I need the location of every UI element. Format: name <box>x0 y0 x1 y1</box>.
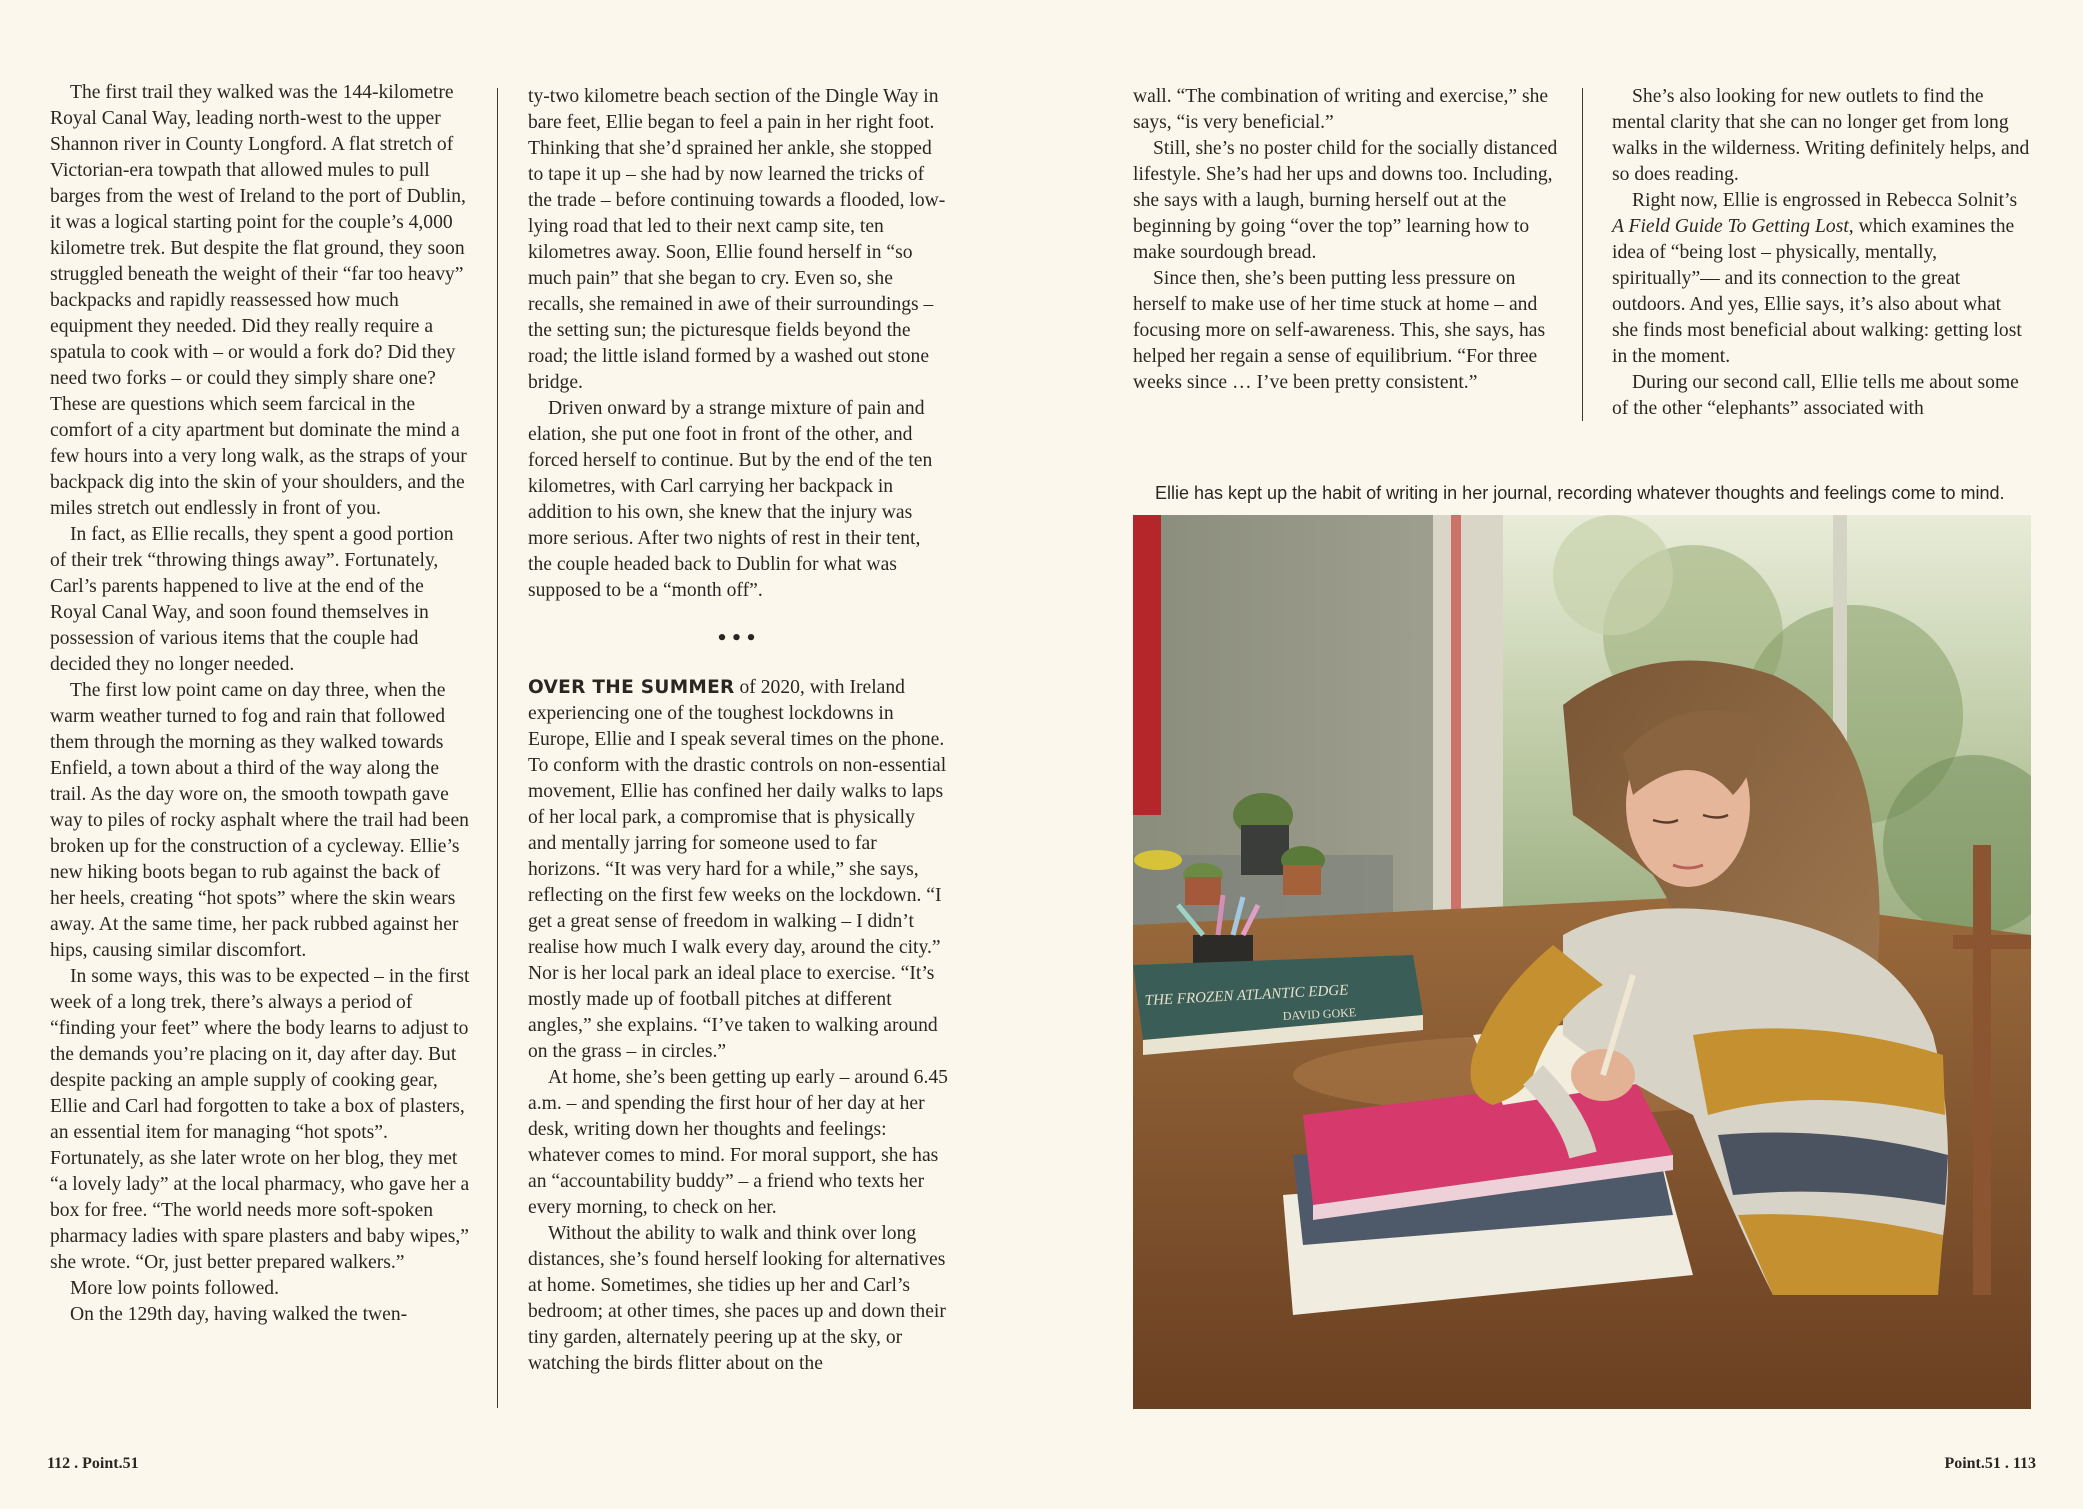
section-opening-paragraph <box>528 675 948 1065</box>
book-cover-author: DAVID GOKE <box>1282 1005 1357 1023</box>
photo-caption: Ellie has kept up the habit of writing in her journal, recording whatever thoughts and feelings come to mind. <box>1155 483 2005 503</box>
paragraph: wall. “The combination of writing and exercise,” she says, “is very beneficial.” <box>1133 86 1549 133</box>
column-divider <box>497 88 498 1408</box>
paragraph: In some ways, this was to be expected – in the first week of a long trek, there’s always a period of “finding your feet” where the body learns to adjust to the demands you’re placing on it, day after day. But despite packing an ample supply of cooking gear, Ellie and Carl had forgotten to take a box of plasters, an essential item for managing “hot spots”. Fortunately, as she later wrote on her blog, they met “a lovely lady” at the local pharmacy, who gave her a box for free. “The world needs more soft-spoken pharmacy ladies with spare plasters and baby wipes,” she wrote. “Or, just better prepared walkers.” <box>50 966 470 1273</box>
column-divider <box>1582 88 1583 421</box>
paragraph: Without the ability to walk and think over long distances, she’s found herself looking for alternatives at home. Sometimes, she tidies up her and Carl’s bedroom; at other times, she paces up and down their tiny garden, alternately peering up at the sky, or watching the birds flitter about on the <box>528 1223 946 1374</box>
photo-woman-writing-journal <box>1133 515 2031 1409</box>
page-number-right: Point.51 . 113 <box>1944 1455 2036 1472</box>
right-column-1 <box>1133 84 1558 396</box>
left-column-2 <box>528 84 948 1377</box>
paragraph <box>1612 188 2032 370</box>
lead-in-rest: of 2020, with Ireland experiencing one of the toughest lockdowns in Europe, Ellie and I speak several times on the phone. To conform with the drastic controls on non-essential movement, Ellie has confined her daily walks to laps of her local park, a compromise that is physically and mentally jarring for someone used to far horizons. “It was very hard for a while,” she says, reflecting on the first few weeks on the lockdown. “I get a great sense of freedom in walking – I didn’t realise how much I walk every day, around the city.” Nor is her local park an ideal place to exercise. “It’s mostly made up of football pitches at different angles,” she explains. “I’ve taken to walking around on the grass – in circles.” <box>528 677 947 1062</box>
page-number-left: 112 . Point.51 <box>47 1455 139 1472</box>
paragraph: In fact, as Ellie recalls, they spent a good portion of their trek “throwing things away”. Fortunately, Carl’s parents happened to live at the end of the Royal Canal Way, and soon found themselves in possession of various items that the couple had decided they no longer needed. <box>50 524 454 675</box>
photo-illustration <box>1133 515 2031 1409</box>
paragraph: She’s also looking for new outlets to find the mental clarity that she can no longer get from long walks in the wilderness. Writing definitely helps, and so does reading. <box>1612 86 2030 185</box>
paragraph: The first trail they walked was the 144-kilometre Royal Canal Way, leading north-west to the upper Shannon river in County Longford. A flat stretch of Victorian-era towpath that allowed mules to pull barges from the west of Ireland to the port of Dublin, it was a logical starting point for the couple’s 4,000 kilometre trek. But despite the flat ground, they soon struggled beneath the weight of their “far too heavy” backpacks and rapidly reassessed how much equipment they needed. Did they really require a spatula to cook with – or would a fork do? Did they need two forks – or could they simply share one? These are questions which seem farcical in the comfort of a city apartment but dominate the mind a few hours into a very long walk, as the straps of your backpack dig into the skin of your shoulders, and the miles stretch out endlessly in front of you. <box>50 82 467 519</box>
left-column-1 <box>50 80 470 1328</box>
paragraph-text: , which examines the idea of “being lost – physically, mentally, spiritually”— and its connection to the great outdoors. And yes, Ellie says, it’s also about what she finds most beneficial about walking: getting lost in the moment. <box>1612 216 2022 367</box>
paragraph: Since then, she’s been putting less pressure on herself to make use of her time stuck at home – and focusing more on self-awareness. This, she says, has helped her regain a sense of equilibrium. “For three weeks since … I’ve been pretty consistent.” <box>1133 268 1546 393</box>
lead-in-text: OVER THE SUMMER <box>528 677 735 698</box>
paragraph: Still, she’s no poster child for the socially distanced lifestyle. She’s had her ups and downs too. Including, she says with a laugh, burning herself out at the beginning by going “over the top” learning how to make sourdough bread. <box>1133 138 1558 263</box>
paragraph: More low points followed. <box>70 1278 279 1299</box>
book-cover-title: THE FROZEN ATLANTIC EDGE <box>1144 982 1349 1009</box>
paragraph: ty-two kilometre beach section of the Dingle Way in bare feet, Ellie began to feel a pain in her right foot. Thinking that she’d sprained her ankle, she stopped to tape it up – she had by now learned the tricks of the trade – before continuing towards a flooded, low-lying road that led to their next camp site, ten kilometres away. Soon, Ellie found herself in “so much pain” that she began to cry. Even so, she recalls, she remained in awe of their surroundings – the setting sun; the picturesque fields beyond the road; the little island formed by a washed out stone bridge. <box>528 86 946 393</box>
paragraph: Driven onward by a strange mixture of pain and elation, she put one foot in front of the other, and forced herself to continue. But by the end of the ten kilometres, with Carl carrying her backpack in addition to his own, she knew that the injury was more serious. After two nights of rest in their tent, the couple headed back to Dublin for what was supposed to be a “month off”. <box>528 398 933 601</box>
book-title-text: A Field Guide To Getting Lost <box>1612 216 1849 237</box>
right-column-2 <box>1612 84 2032 422</box>
paragraph-text: Right now, Ellie is engrossed in Rebecca Solnit’s <box>1632 190 2018 211</box>
paragraph: During our second call, Ellie tells me about some of the other “elephants” associated with <box>1612 372 2019 419</box>
section-break-ornament: ••• <box>716 628 760 649</box>
paragraph: On the 129th day, having walked the twen- <box>70 1304 408 1325</box>
paragraph: At home, she’s been getting up early – around 6.45 a.m. – and spending the first hour of her day at her desk, writing down her thoughts and feelings: whatever comes to mind. For moral support, she has an “accountability buddy” – a friend who texts her every morning, to check on her. <box>528 1067 948 1218</box>
paragraph: The first low point came on day three, when the warm weather turned to fog and rain that followed them through the morning as they walked towards Enfield, a town about a third of the way along the trail. As the day wore on, the smooth towpath gave way to piles of rocky asphalt where the trail had been broken up for the construction of a cycleway. Ellie’s new hiking boots began to rub against the back of her heels, creating “hot spots” where the skin wears away. At the same time, her pack rubbed against her hips, causing similar discomfort. <box>50 680 469 961</box>
